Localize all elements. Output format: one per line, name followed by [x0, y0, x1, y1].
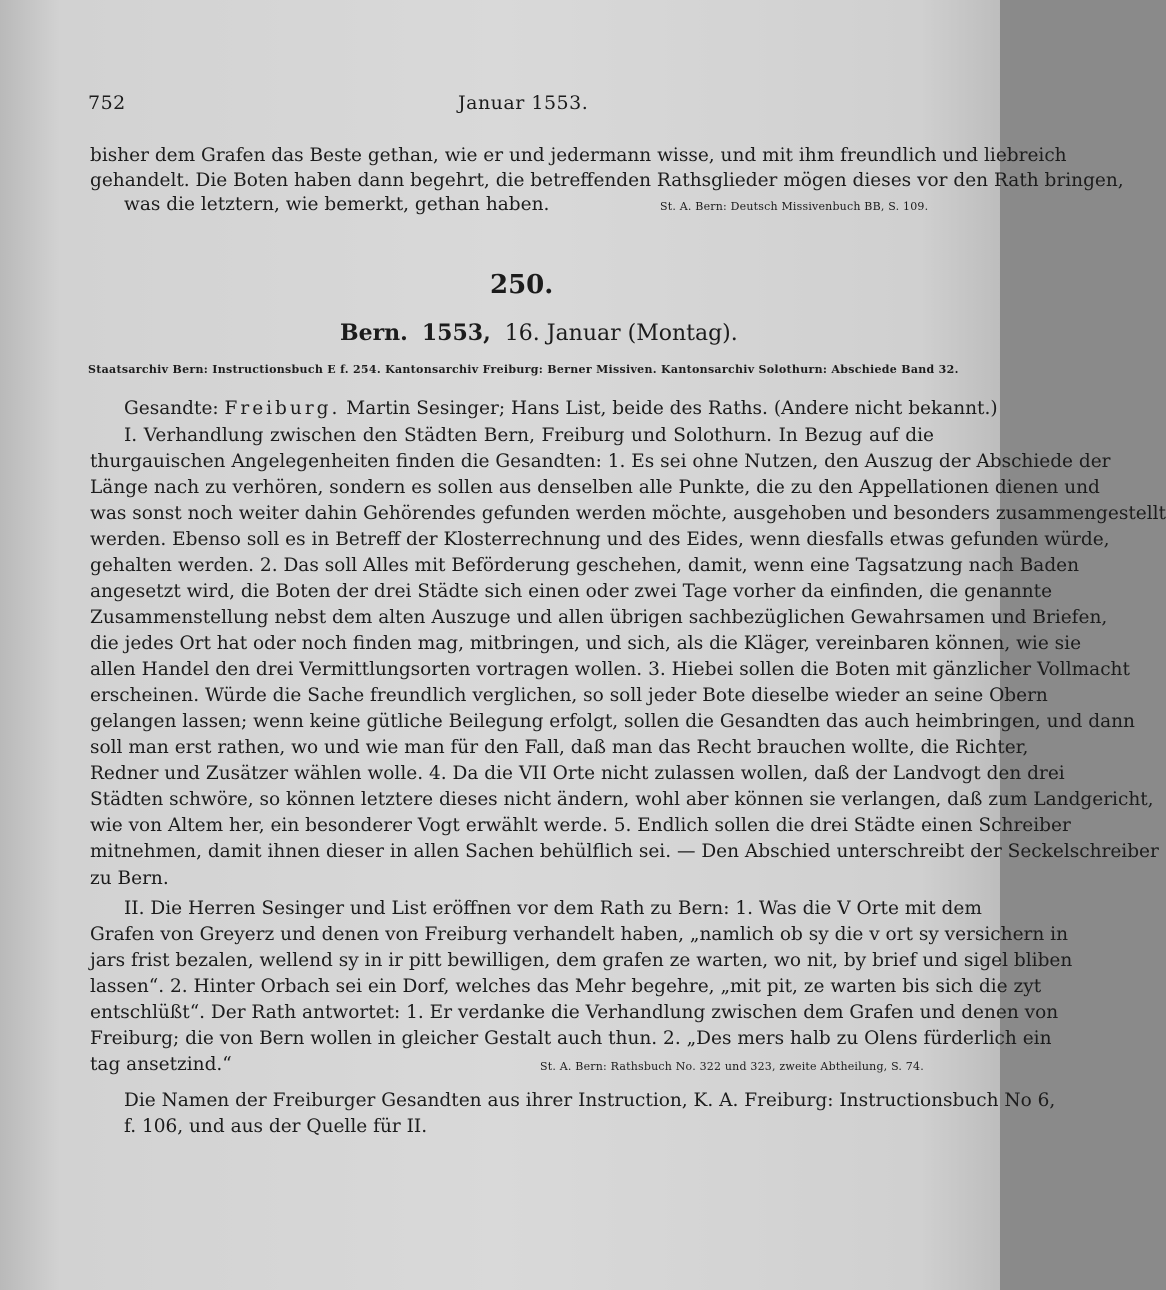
section1-line: angesetzt wird, die Boten der drei Städte sich einen oder zwei Tage vorher da einfinden, die genannte — [90, 581, 1053, 602]
continuation-line: gehandelt. Die Boten haben dann begehrt, die betreffenden Rathsglieder mögen dieses vor den Rath bringen, — [90, 170, 1124, 191]
section1-line: gelangen lassen; wenn keine gütliche Beilegung erfolgt, sollen die Gesandten das auch heimbringen, und dann — [90, 711, 1135, 732]
source-reference: St. A. Bern: Rathsbuch No. 322 und 323, zweite Abtheilung, S. 74. — [540, 1060, 924, 1073]
continuation-line: bisher dem Grafen das Beste gethan, wie er und jedermann wisse, und mit ihm freundlich und liebreich — [90, 145, 1067, 166]
section1-line: Länge nach zu verhören, sondern es sollen aus denselben alle Punkte, die zu den Appellationen dienen und — [90, 477, 1100, 498]
archive-sources: Staatsarchiv Bern: Instructionsbuch E f. 254. Kantonsarchiv Freiburg: Berner Missiven. Kantonsarchiv Solothurn: Abschiede Band 32. — [88, 363, 959, 376]
section1-line: I. Verhandlung zwischen den Städten Bern, Freiburg und Solothurn. In Bezug auf die — [124, 425, 934, 446]
running-title: Januar 1553. — [458, 92, 589, 114]
section1-line: mitnehmen, damit ihnen dieser in allen Sachen behülflich sei. — Den Abschied unterschreibt der Seckelschreiber — [90, 841, 1159, 862]
section1-line: allen Handel den drei Vermittlungsorten vortragen wollen. 3. Hiebei sollen die Boten mit gänzlicher Vollmacht — [90, 659, 1130, 680]
source-reference: St. A. Bern: Deutsch Missivenbuch BB, S. 109. — [660, 200, 929, 213]
section1-line: werden. Ebenso soll es in Betreff der Klosterrechnung und des Eides, wenn diesfalls etwas gefunden würde, — [90, 529, 1110, 550]
section2-line: jars frist bezalen, wellend sy in ir pitt bewilligen, dem grafen ze warten, wo nit, by brief und sigel bliben — [90, 950, 1073, 971]
section1-line: soll man erst rathen, wo und wie man für den Fall, daß man das Recht brauchen wollte, die Richter, — [90, 737, 1029, 758]
section1-line: gehalten werden. 2. Das soll Alles mit Beförderung geschehen, damit, wenn eine Tagsatzung nach Baden — [90, 555, 1080, 576]
section1-line: erscheinen. Würde die Sache freundlich verglichen, so soll jeder Bote dieselbe wieder an seine Obern — [90, 685, 1048, 706]
section1-line: wie von Altem her, ein besonderer Vogt erwählt werde. 5. Endlich sollen die drei Städte einen Schreiber — [90, 815, 1071, 836]
envoys-label: Gesandte: — [124, 398, 219, 419]
entry-date: 16. Januar (Montag). — [504, 321, 738, 346]
envoys-line — [124, 398, 998, 419]
section1-line: Redner und Zusätzer wählen wolle. 4. Da die VII Orte nicht zulassen wollen, daß der Landvogt den drei — [90, 763, 1065, 784]
section2-line: Freiburg; die von Bern wollen in gleicher Gestalt auch thun. 2. „Des mers halb zu Olens fürderlich ein — [90, 1028, 1052, 1049]
section1-line: Zusammenstellung nebst dem alten Auszuge und allen übrigen sachbezüglichen Gewahrsamen und Briefen, — [90, 607, 1108, 628]
section1-line: die jedes Ort hat oder noch finden mag, mitbringen, und sich, als die Kläger, vereinbaren können, wie sie — [90, 633, 1082, 654]
entry-year: 1553, — [421, 320, 491, 346]
section2-line: tag ansetzind.“ — [90, 1054, 232, 1075]
section2-line: II. Die Herren Sesinger und List eröffnen vor dem Rath zu Bern: 1. Was die V Orte mit dem — [124, 898, 982, 919]
footnote-line: f. 106, und aus der Quelle für II. — [124, 1116, 428, 1137]
entry-place: Bern. — [340, 320, 408, 346]
section1-line: was sonst noch weiter dahin Gehörendes gefunden werden möchte, ausgehoben und besonders zusammengestellt — [90, 503, 1166, 524]
section1-line: Städten schwöre, so können letztere dieses nicht ändern, wohl aber können sie verlangen, daß zum Landgericht, — [90, 789, 1154, 810]
section2-line: entschlüßt“. Der Rath antwortet: 1. Er verdanke die Verhandlung zwischen dem Grafen und denen von — [90, 1002, 1059, 1023]
section1-line: thurgauischen Angelegenheiten finden die Gesandten: 1. Es sei ohne Nutzen, den Auszug der Abschiede der — [90, 451, 1111, 472]
continuation-line: was die letztern, wie bemerkt, gethan haben. — [124, 194, 550, 215]
section2-line: Grafen von Greyerz und denen von Freiburg verhandelt haben, „namlich ob sy die v ort sy versichern in — [90, 924, 1068, 945]
footnote-line: Die Namen der Freiburger Gesandten aus ihrer Instruction, K. A. Freiburg: Instructionsbuch No 6, — [124, 1090, 1056, 1111]
section2-line: lassen“. 2. Hinter Orbach sei ein Dorf, welches das Mehr begehre, „mit pit, ze warten bis sich die zyt — [90, 976, 1042, 997]
envoys-names: Martin Sesinger; Hans List, beide des Raths. (Andere nicht bekannt.) — [346, 398, 998, 419]
section1-line: zu Bern. — [90, 868, 169, 889]
entry-heading — [340, 320, 738, 346]
envoys-place: Freiburg. — [224, 398, 341, 419]
page-number: 752 — [88, 92, 126, 114]
entry-number: 250. — [490, 270, 554, 300]
